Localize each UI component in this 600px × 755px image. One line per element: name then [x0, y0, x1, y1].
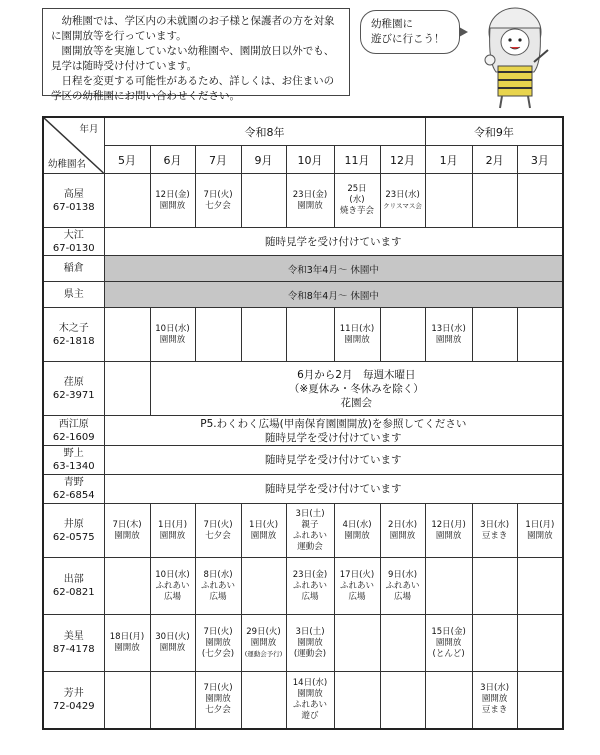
school-name: 西江原 [58, 418, 89, 430]
table-corner [43, 117, 104, 174]
table-row [43, 282, 563, 308]
event-cell: 4日(水) 園開放 [334, 504, 380, 558]
event-cell [472, 615, 517, 672]
event-cell [104, 558, 150, 615]
corner-label-school: 幼稚園名 [48, 159, 87, 170]
event-cell [425, 672, 472, 729]
notice-line-1: 幼稚園では、学区内の未就園のお子様と保護者の方を対象に園開放等を行っています。 [51, 15, 335, 42]
month-header: 6月 [150, 146, 195, 174]
event-cell: 10日(水) 園開放 [150, 308, 195, 362]
table-row [43, 416, 563, 446]
table-row [43, 672, 563, 729]
school-cell [43, 308, 104, 362]
event-cell [150, 672, 195, 729]
event-cell: 12日(金) 園開放 [150, 174, 195, 228]
school-cell: 県主 [43, 282, 104, 308]
event-cell [380, 174, 425, 228]
notice-box [42, 8, 350, 102]
table-row [43, 174, 563, 228]
event-cell [380, 615, 425, 672]
table-row [43, 615, 563, 672]
event-cell [104, 672, 150, 729]
school-name: 出部 [63, 574, 84, 585]
school-tel: 72-0429 [52, 700, 95, 712]
event-cell [380, 308, 425, 362]
table-row [43, 256, 563, 282]
event-cell [334, 672, 380, 729]
notice-line-2: 園開放等を実施していない幼稚園や、園開放日以外でも、見学は随時受け付けています。 [51, 45, 335, 72]
school-tel: 62-0575 [52, 531, 95, 543]
event-note: (運動会予行) [244, 649, 283, 658]
event-cell: 9日(水) ふれあい 広場 [380, 558, 425, 615]
event-cell: 8日(水) ふれあい 広場 [195, 558, 241, 615]
month-header: 12月 [380, 146, 425, 174]
event-cell: 7日(木) 園開放 [104, 504, 150, 558]
event-cell [472, 558, 517, 615]
event-cell [425, 558, 472, 615]
event-cell: 12日(月) 園開放 [425, 504, 472, 558]
school-cell [43, 174, 104, 228]
school-cell [43, 504, 104, 558]
event-cell: 23日(金) ふれあい 広場 [286, 558, 334, 615]
bubble-line-2: 遊びに行こう！ [371, 33, 445, 45]
month-header: 9月 [241, 146, 286, 174]
school-name: 木之子 [58, 322, 89, 334]
event-date: 23日(水) [385, 189, 420, 200]
school-cell [43, 672, 104, 729]
event-cell [517, 558, 563, 615]
event-cell [104, 174, 150, 228]
event-cell-wide: 随時見学を受け付けています [104, 475, 563, 504]
school-name: 青野 [63, 477, 84, 488]
month-header: 2月 [472, 146, 517, 174]
school-tel: 87-4178 [52, 644, 95, 655]
table-row [43, 504, 563, 558]
event-cell [334, 615, 380, 672]
school-cell: 稲倉 [43, 256, 104, 282]
event-cell: 15日(金) 園開放 (とんど) [425, 615, 472, 672]
event-cell [517, 174, 563, 228]
mascot-illustration [470, 2, 560, 110]
school-cell [43, 446, 104, 475]
event-cell: 11日(水) 園開放 [334, 308, 380, 362]
event-cell [517, 615, 563, 672]
event-cell: 25日 (水) 焼き芋会 [334, 174, 380, 228]
school-tel: 62-0821 [52, 587, 95, 598]
schedule-table [42, 116, 564, 730]
table-row [43, 558, 563, 615]
event-cell [472, 174, 517, 228]
closed-notice: 令和8年4月～ 休園中 [104, 282, 563, 308]
month-header: 11月 [334, 146, 380, 174]
month-header: 3月 [517, 146, 563, 174]
event-label: クリスマス会 [383, 201, 422, 210]
bubble-line-1: 幼稚園に [371, 18, 413, 30]
event-cell: 3日(水) 豆まき [472, 504, 517, 558]
event-cell [241, 672, 286, 729]
event-cell: 7日(火) 七夕会 [195, 504, 241, 558]
event-cell [241, 174, 286, 228]
event-cell: 1日(月) 園開放 [150, 504, 195, 558]
month-header: 1月 [425, 146, 472, 174]
event-cell [104, 362, 150, 416]
school-tel: 62-6854 [52, 490, 95, 501]
table-row [43, 228, 563, 256]
school-name: 高屋 [63, 188, 84, 200]
event-cell [241, 308, 286, 362]
event-cell [195, 308, 241, 362]
school-name: 井原 [63, 518, 84, 530]
event-cell [517, 672, 563, 729]
event-cell: 3日(土) 園開放 (運動会) [286, 615, 334, 672]
school-name: 芳井 [63, 687, 84, 699]
event-cell [241, 615, 286, 672]
event-cell: 7日(火) 園開放 七夕会 [195, 672, 241, 729]
event-cell: 2日(水) 園開放 [380, 504, 425, 558]
event-cell: 3日(土) 親子 ふれあい 運動会 [286, 504, 334, 558]
event-cell: 30日(火) 園開放 [150, 615, 195, 672]
school-tel: 63-1340 [52, 461, 95, 472]
month-header: 7月 [195, 146, 241, 174]
event-cell: 14日(水) 園開放 ふれあい 遊び [286, 672, 334, 729]
month-header: 10月 [286, 146, 334, 174]
event-cell: 1日(火) 園開放 [241, 504, 286, 558]
event-cell [517, 308, 563, 362]
notice-line-3: 日程を変更する可能性があるため、詳しくは、お住まいの学区の幼稚園にお問い合わせください。 [51, 75, 335, 102]
corner-label-month: 年月 [79, 124, 99, 135]
event-cell-wide: 随時見学を受け付けています [104, 446, 563, 475]
school-name: 大江 [63, 229, 84, 241]
school-tel: 67-0130 [52, 242, 95, 254]
event-cell-wide: 6月から2月 毎週木曜日 （※夏休み・冬休みを除く） 花園会 [150, 362, 563, 416]
school-tel: 67-0138 [52, 201, 95, 213]
table-row [43, 362, 563, 416]
event-cell: 3日(水) 園開放 豆まき [472, 672, 517, 729]
speech-bubble [360, 10, 460, 54]
event-cell: 10日(水) ふれあい 広場 [150, 558, 195, 615]
event-cell: 1日(月) 園開放 [517, 504, 563, 558]
event-cell: 7日(火) 七夕会 [195, 174, 241, 228]
event-date: 29日(火) 園開放 [246, 626, 281, 648]
table-row [43, 446, 563, 475]
school-tel: 62-1609 [52, 431, 95, 443]
event-cell-wide: 随時見学を受け付けています [104, 228, 563, 256]
event-cell [241, 558, 286, 615]
event-cell-wide: P5.わくわく広場(甲南保育園園開放)を参照してください 随時見学を受け付けています [104, 416, 563, 446]
event-cell: 23日(金) 園開放 [286, 174, 334, 228]
era-header-reiwa9: 令和9年 [425, 117, 563, 146]
table-row [43, 308, 563, 362]
event-cell: 18日(月) 園開放 [104, 615, 150, 672]
event-cell [472, 308, 517, 362]
school-cell [43, 416, 104, 446]
month-header: 5月 [104, 146, 150, 174]
event-cell: 7日(火) 園開放 (七夕会) [195, 615, 241, 672]
school-cell [43, 362, 104, 416]
event-cell: 13日(水) 園開放 [425, 308, 472, 362]
school-cell [43, 558, 104, 615]
school-name: 荏原 [63, 376, 84, 388]
closed-notice: 令和3年4月～ 休園中 [104, 256, 563, 282]
school-cell [43, 475, 104, 504]
school-name: 美星 [63, 631, 84, 642]
event-cell [104, 308, 150, 362]
school-tel: 62-3971 [52, 389, 95, 401]
event-cell [425, 174, 472, 228]
event-cell: 17日(火) ふれあい 広場 [334, 558, 380, 615]
school-cell [43, 228, 104, 256]
event-cell [286, 308, 334, 362]
era-header-reiwa8: 令和8年 [104, 117, 425, 146]
table-row [43, 475, 563, 504]
school-cell [43, 615, 104, 672]
school-tel: 62-1818 [52, 335, 95, 347]
school-name: 野上 [63, 448, 84, 459]
event-cell [380, 672, 425, 729]
